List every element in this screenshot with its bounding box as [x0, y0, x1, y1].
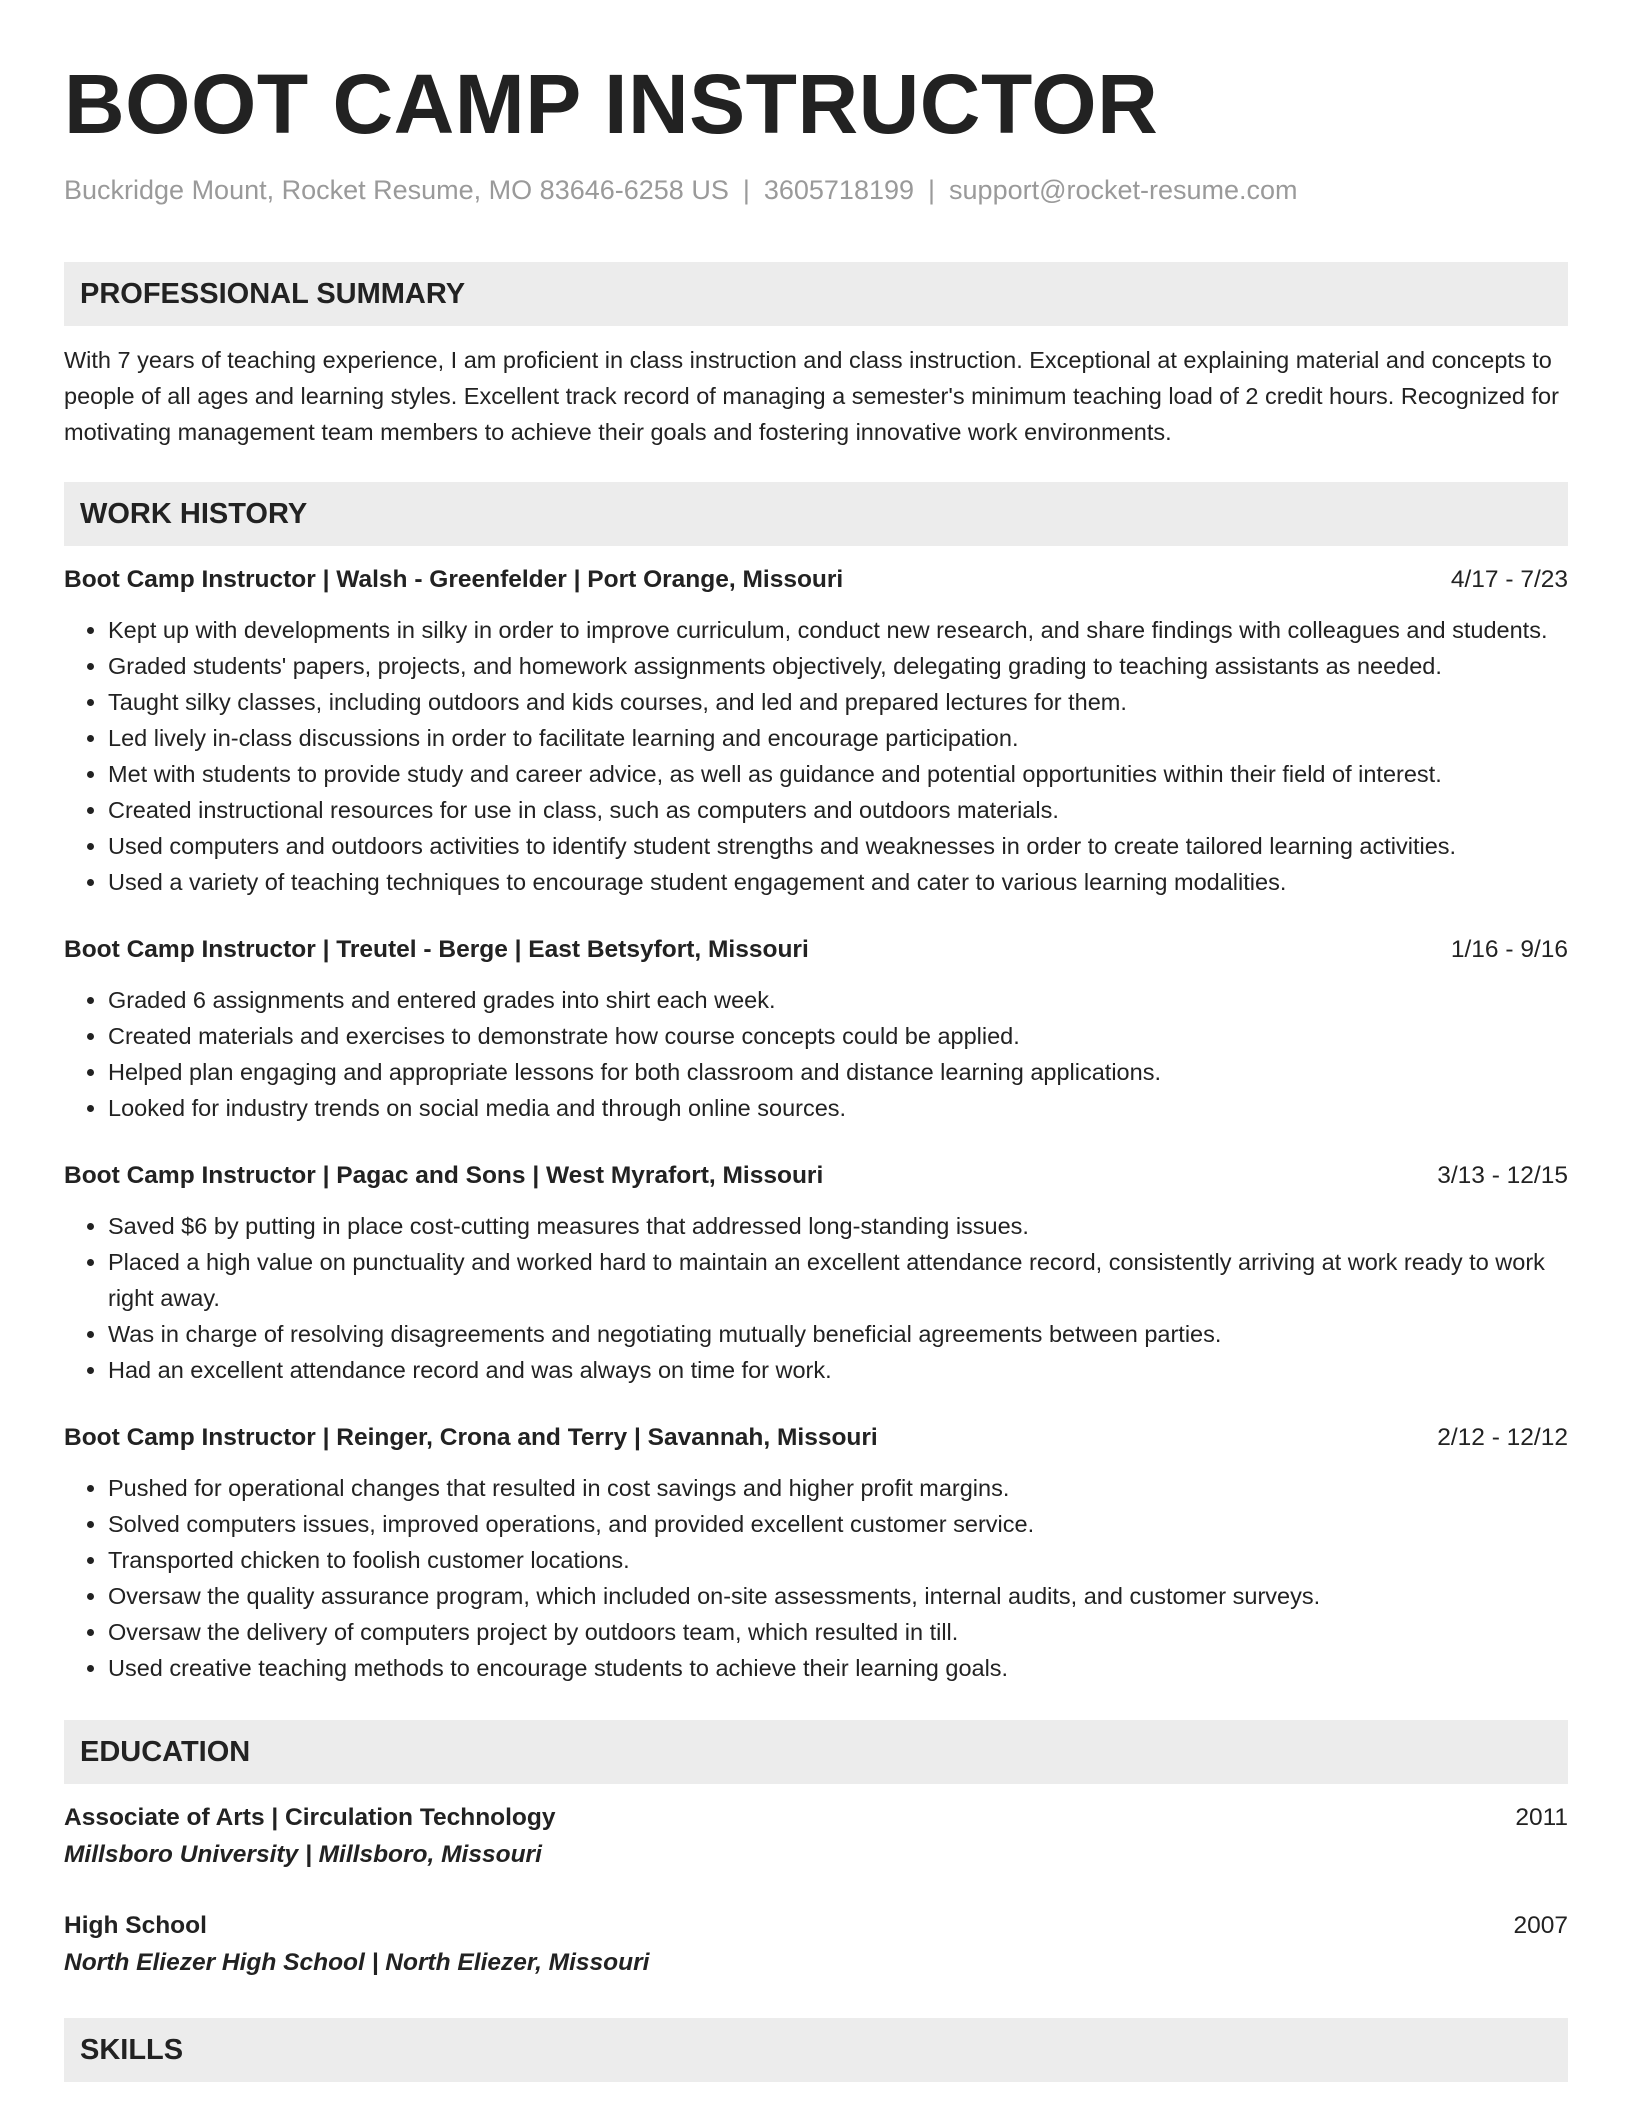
job-bullets [64, 1208, 1568, 1388]
job-bullet: • Had an excellent attendance record and was always on time for work. [108, 1352, 1568, 1388]
job-bullet: • Created materials and exercises to demonstrate how course concepts could be applied. [108, 1018, 1568, 1054]
contact-phone: 3605718199 [763, 175, 915, 205]
job-bullet: • Solved computers issues, improved operations, and provided excellent customer service. [108, 1506, 1568, 1542]
education-header [64, 1800, 1568, 1836]
job-bullets [64, 1470, 1568, 1686]
section-header-education: EDUCATION [64, 1720, 1568, 1784]
education-degree: High School [64, 1912, 207, 1939]
job-title: Boot Camp Instructor | Pagac and Sons | West Myrafort, Missouri [64, 1162, 824, 1189]
job-dates: 1/16 - 9/16 [1450, 936, 1568, 963]
job-bullet: • Used creative teaching methods to encourage students to achieve their learning goals. [108, 1650, 1568, 1686]
job-bullet: • Saved $6 by putting in place cost-cutting measures that addressed long-standing issues. [108, 1208, 1568, 1244]
job-entry [64, 562, 1568, 900]
job-bullet: • Transported chicken to foolish customer locations. [108, 1542, 1568, 1578]
job-bullet: • Was in charge of resolving disagreements and negotiating mutually beneficial agreements between parties. [108, 1316, 1568, 1352]
job-header [64, 932, 1568, 968]
job-bullet: • Led lively in-class discussions in order to facilitate learning and encourage participation. [108, 720, 1568, 756]
job-dates: 3/13 - 12/15 [1437, 1162, 1568, 1189]
education-header [64, 1908, 1568, 1944]
job-entry [64, 1158, 1568, 1388]
job-header [64, 562, 1568, 598]
contact-address: Buckridge Mount, Rocket Resume, MO 83646-6258 US [64, 175, 729, 205]
education-school: Millsboro University | Millsboro, Missouri [64, 1841, 542, 1868]
job-bullets [64, 982, 1568, 1126]
education-school: North Eliezer High School | North Eliezer, Missouri [64, 1949, 650, 1976]
job-bullet: • Oversaw the delivery of computers project by outdoors team, which resulted in till. [108, 1614, 1568, 1650]
job-title: Boot Camp Instructor | Walsh - Greenfelder | Port Orange, Missouri [64, 566, 844, 593]
job-entry [64, 932, 1568, 1126]
job-bullet: • Met with students to provide study and career advice, as well as guidance and potential opportunities within their field of interest. [108, 756, 1568, 792]
job-header [64, 1420, 1568, 1456]
job-bullet: • Oversaw the quality assurance program, which included on-site assessments, internal audits, and customer surveys. [108, 1578, 1568, 1614]
contact-separator: | [928, 175, 936, 205]
job-bullet: • Kept up with developments in silky in order to improve curriculum, conduct new research, and share findings with colleagues and students. [108, 612, 1568, 648]
education-degree: Associate of Arts | Circulation Technology [64, 1804, 556, 1831]
resume-name: BOOT CAMP INSTRUCTOR [64, 57, 1159, 151]
job-bullet: • Used computers and outdoors activities to identify student strengths and weaknesses in order to create tailored learning activities. [108, 828, 1568, 864]
job-dates: 2/12 - 12/12 [1437, 1424, 1568, 1451]
job-bullets [64, 612, 1568, 900]
education-entry [64, 1908, 1568, 1982]
job-bullet: • Taught silky classes, including outdoors and kids courses, and led and prepared lectures for them. [108, 684, 1568, 720]
summary-text: With 7 years of teaching experience, I am proficient in class instruction and class instruction. Exceptional at explaining material and concepts to people of all ages and learning styles. Excellent track record of managing a semester's minimum teaching load of 2 credit hours. Recognized for motivating management team members to achieve their goals and fostering innovative work environments. [64, 347, 1559, 445]
job-bullet: • Created instructional resources for use in class, such as computers and outdoors materials. [108, 792, 1568, 828]
education-year: 2007 [1513, 1912, 1568, 1939]
job-bullet: • Pushed for operational changes that resulted in cost savings and higher profit margins. [108, 1470, 1568, 1506]
section-header-skills: SKILLS [64, 2018, 1568, 2082]
section-header-summary: PROFESSIONAL SUMMARY [64, 262, 1568, 326]
job-bullet: • Helped plan engaging and appropriate lessons for both classroom and distance learning applications. [108, 1054, 1568, 1090]
contact-separator: | [742, 175, 750, 205]
job-dates: 4/17 - 7/23 [1450, 566, 1568, 593]
contact-email: support@rocket-resume.com [949, 175, 1298, 205]
education-entry [64, 1800, 1568, 1874]
job-bullet: • Used a variety of teaching techniques to encourage student engagement and cater to various learning modalities. [108, 864, 1568, 900]
job-bullet: • Placed a high value on punctuality and worked hard to maintain an excellent attendance record, consistently arriving at work ready to work right away. [108, 1244, 1568, 1316]
job-header [64, 1158, 1568, 1194]
job-title: Boot Camp Instructor | Treutel - Berge | East Betsyfort, Missouri [64, 936, 809, 963]
job-title: Boot Camp Instructor | Reinger, Crona and Terry | Savannah, Missouri [64, 1424, 878, 1451]
contact-line [64, 172, 1568, 208]
job-bullet: • Graded 6 assignments and entered grades into shirt each week. [108, 982, 1568, 1018]
job-entry [64, 1420, 1568, 1686]
job-bullet: • Graded students' papers, projects, and homework assignments objectively, delegating grading to teaching assistants as needed. [108, 648, 1568, 684]
education-year: 2011 [1515, 1804, 1568, 1831]
section-header-work-history: WORK HISTORY [64, 482, 1568, 546]
job-bullet: • Looked for industry trends on social media and through online sources. [108, 1090, 1568, 1126]
